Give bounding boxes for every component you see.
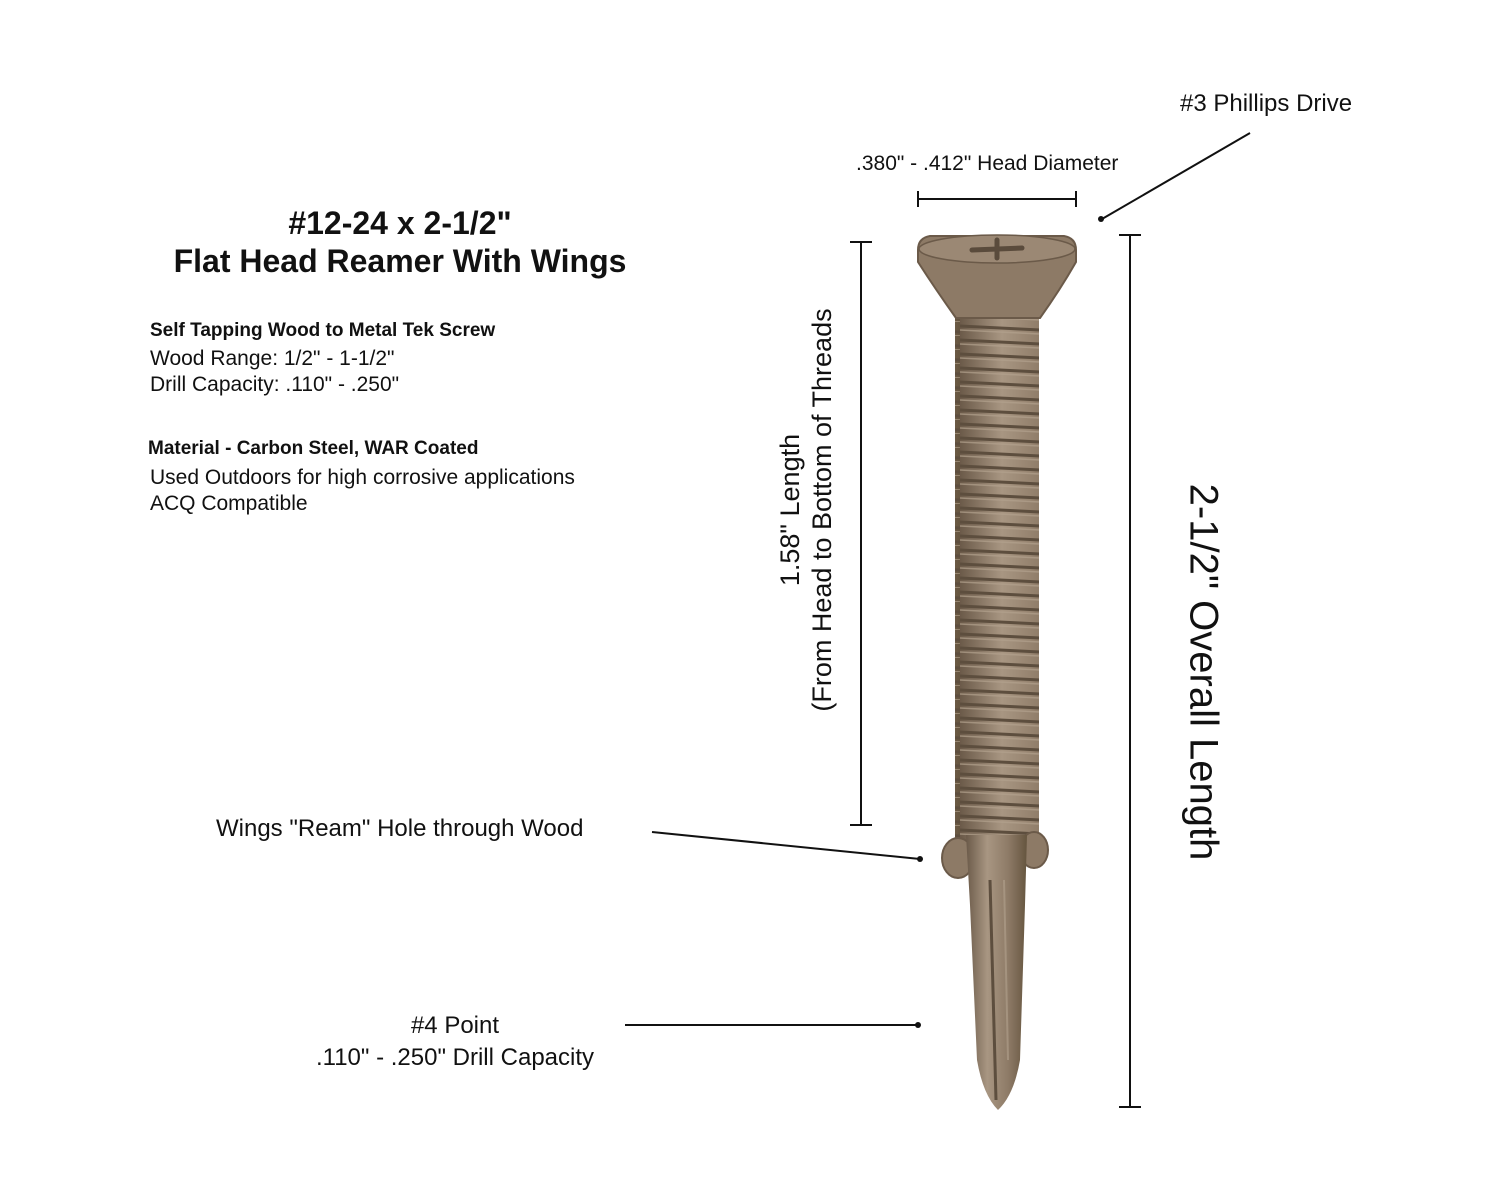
thread-length-line-2: (From Head to Bottom of Threads (807, 308, 837, 712)
title-line-1: #12-24 x 2-1/2" (288, 205, 512, 241)
head-diameter-dimension-line (918, 191, 1076, 207)
spec-acq-compatible: ACQ Compatible (150, 492, 308, 515)
callout-head-diameter: .380" - .412" Head Diameter (856, 152, 1119, 175)
overall-length-text: 2-1/2" Overall Length (1181, 483, 1226, 861)
thread-length-dimension-line (850, 242, 872, 825)
overall-length-dimension-line (1119, 235, 1141, 1107)
callout-point-line-2: .110" - .250" Drill Capacity (315, 1044, 595, 1071)
spec-heading-material: Material - Carbon Steel, WAR Coated (148, 438, 479, 459)
spec-outdoor-use: Used Outdoors for high corrosive applications (150, 466, 575, 489)
callout-wings: Wings "Ream" Hole through Wood (216, 815, 584, 842)
callout-phillips-drive: #3 Phillips Drive (1180, 90, 1353, 117)
screw-threads (955, 300, 1039, 845)
wings-leader (652, 832, 923, 862)
spec-heading-screw-type: Self Tapping Wood to Metal Tek Screw (150, 320, 496, 341)
spec-drill-capacity: Drill Capacity: .110" - .250" (150, 373, 400, 396)
point-leader (625, 1022, 921, 1028)
title-line-2: Flat Head Reamer With Wings (173, 243, 627, 279)
thread-length-line-1: 1.58" Length (775, 433, 805, 587)
callout-point-line-1: #4 Point (410, 1012, 500, 1039)
phillips-drive-leader (1098, 133, 1250, 222)
spec-wood-range: Wood Range: 1/2" - 1-1/2" (150, 347, 395, 370)
screw-illustration (918, 235, 1076, 1110)
